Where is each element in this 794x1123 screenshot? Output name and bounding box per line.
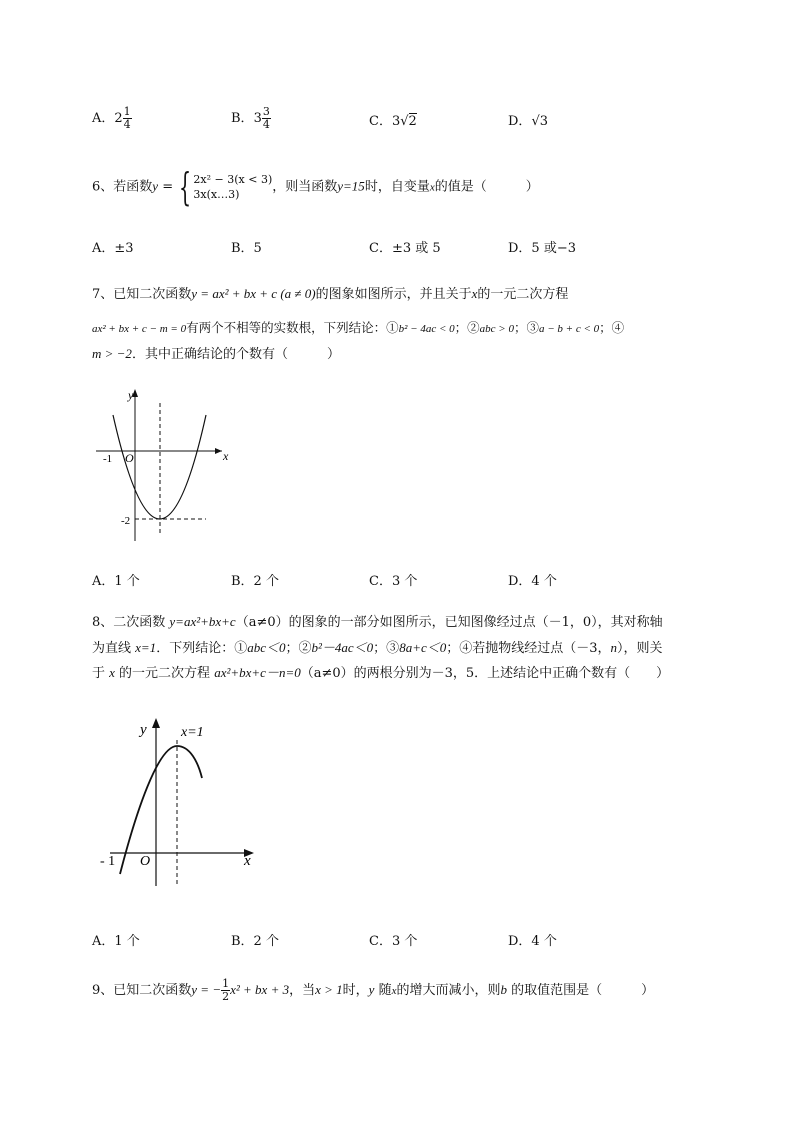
- q8-x-label: x: [244, 853, 251, 869]
- q5-option-b: B．3 $\frac{3}{4}$: [231, 105, 270, 131]
- q8-origin-label: O: [140, 854, 151, 869]
- q7-option-d: D．4 个: [508, 574, 557, 589]
- question-9: 9、已知二次函数y = − $\frac{1}{2}$ x² + bx + 3，当x > 1时，y 随x的增大而减小，则b 的取值范围是（ ）: [92, 977, 655, 1003]
- q7-option-b: B．2 个: [231, 574, 279, 589]
- q7-origin-label: O: [125, 451, 134, 465]
- q6-option-b: B．5: [231, 241, 262, 256]
- q6-option-c: C．±3 或 5: [369, 241, 441, 256]
- q8-neg1-label: - 1: [100, 854, 116, 869]
- q8-y-label: y: [140, 722, 147, 738]
- question-7-line-3: m > −2．其中正确结论的个数有（ ）: [92, 346, 340, 362]
- question-7-line-2: ax² + bx + c − m = 0有两个不相等的实数根，下列结论：①b² − 4ac < 0；②abc > 0；③a − b + c < 0；④: [92, 320, 625, 335]
- q5-option-a: A．2 $\frac{1}{4}$: [92, 105, 131, 131]
- q8-axis-label: x=1: [181, 725, 204, 740]
- q8-y-axis-arrow: [152, 718, 160, 728]
- question-6: 6、若函数y = { 2x² − 3(x < 3) 3x(x…3) ，则当函数y=15时，自变量x的值是（ ）: [92, 165, 539, 209]
- q7-parabola-graph: [92, 385, 242, 545]
- q7-x-axis-arrow: [215, 448, 222, 454]
- q7-neg1-label: -1: [103, 453, 113, 465]
- question-8-line-2: 为直线 x=1．下列结论：①abc＜0；②b²－4ac＜0；③8a+c＜0；④若抛物线经过点（－3，n），则关: [92, 640, 663, 656]
- q6-option-a: A．±3: [92, 241, 134, 256]
- q6-option-d: D．5 或−3: [508, 241, 576, 256]
- q7-neg2-label: -2: [121, 515, 131, 527]
- q7-option-c: C．3 个: [369, 574, 418, 589]
- question-8-line-1: 8、二次函数 y=ax²+bx+c（a≠0）的图象的一部分如图所示，已知图像经过点（－1，0），其对称轴: [92, 614, 663, 630]
- question-7-line-1: 7、已知二次函数y = ax² + bx + c (a ≠ 0)的图象如图所示，并且关于x的一元二次方程: [92, 286, 569, 302]
- question-8-line-3: 于 x 的一元二次方程 ax²+bx+c－n=0（a≠0）的两根分别为－3，5．上述结论中正确个数有（ ）: [92, 665, 670, 681]
- q8-option-b: B．2 个: [231, 934, 279, 949]
- q7-option-a: A．1 个: [92, 574, 140, 589]
- q8-option-c: C．3 个: [369, 934, 418, 949]
- q8-parabola-curve: [120, 746, 202, 874]
- q5-option-c: C．3√2: [369, 114, 417, 129]
- q8-parabola-graph: [96, 712, 266, 892]
- q8-option-a: A．1 个: [92, 934, 140, 949]
- q5-option-d: D．√3: [508, 114, 548, 129]
- q7-y-label: y: [128, 388, 134, 402]
- q7-x-label: x: [223, 449, 229, 463]
- q8-option-d: D．4 个: [508, 934, 557, 949]
